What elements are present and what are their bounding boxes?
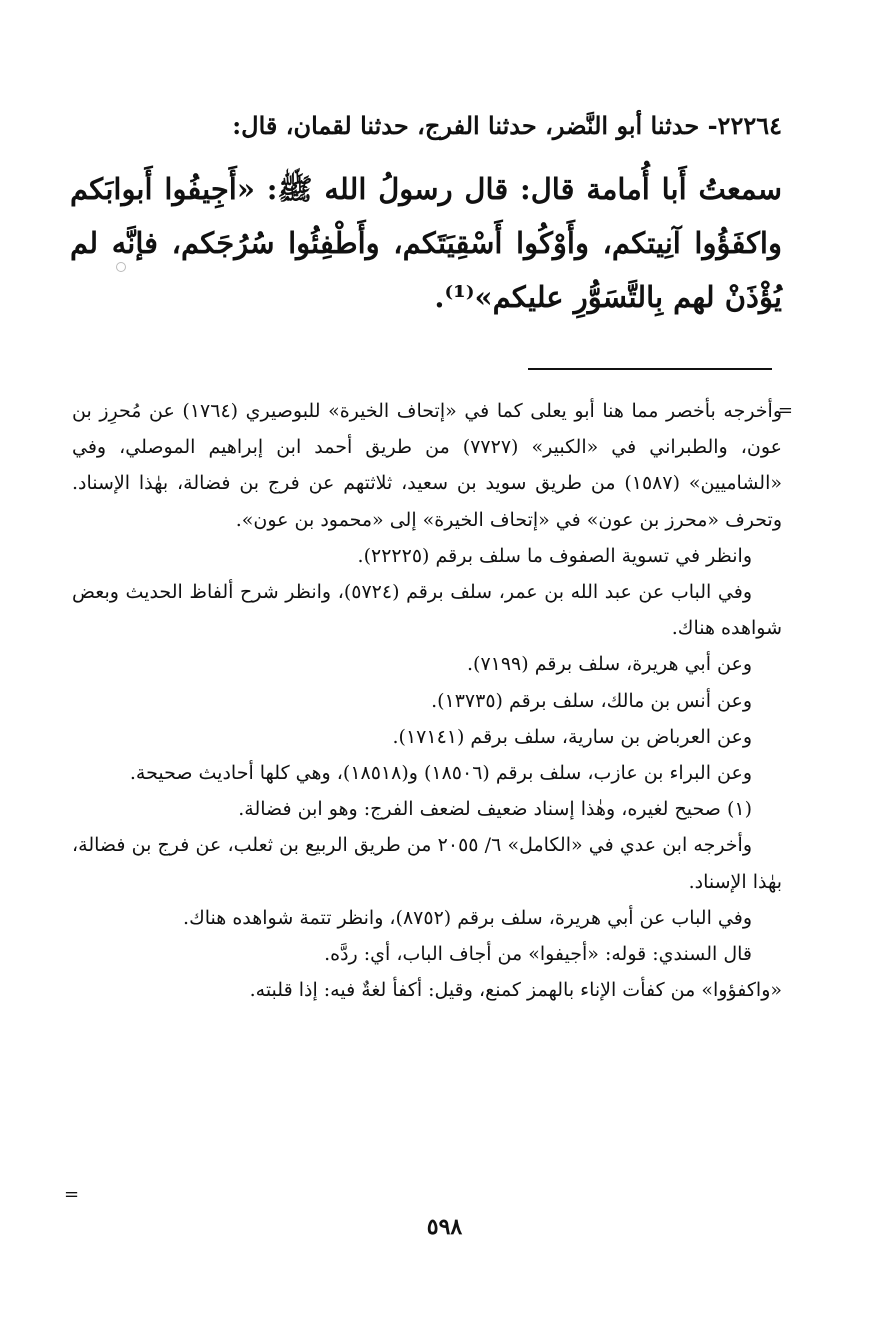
- footnote-paragraph: وعن البراء بن عازب، سلف برقم (١٨٥٠٦) و(١٨٥١٨)، وهي كلها أحاديث صحيحة.: [129, 762, 752, 785]
- hadith-text: سمعتُ أَبا أُمامة قال: قال رسولُ الله ﷺ: «أَجِيفُوا أَبوابَكم واكفَؤُوا آنِيتكم، وأَوْكُوا أَسْقِيَتَكم، وأَطْفِئُوا سُرُجَكم، فإنَّه لم يُؤْذَنْ لهم بِالتَّسَوُّرِ عليكم»⁽¹⁾.: [70, 172, 782, 314]
- footnote-paragraph: وعن أبي هريرة، سلف برقم (٧١٩٩).: [466, 653, 752, 676]
- footnotes: [72, 393, 782, 1008]
- footnote-paragraph: وعن أنس بن مالك، سلف برقم (١٣٧٣٥).: [431, 689, 752, 712]
- footnote-paragraph: وأخرجه بأخصر مما هنا أبو يعلى كما في «إتحاف الخيرة» للبوصيري (١٧٦٤) عن مُحرِز بن عون، والطبراني في «الكبير» (٧٧٢٧) من طريق أحمد ابن إبراهيم الموصلي، وفي «الشاميين» (١٥٨٧) من طريق سويد بن سعيد، ثلاثتهم عن فرج بن فضالة، بهٰذا الإسناد. وتحرف «محرز بن عون» في «إتحاف الخيرة» إلى «محمود بن عون».: [72, 400, 783, 531]
- footnote-paragraph: وانظر في تسوية الصفوف ما سلف برقم (٢٢٢٢٥).: [357, 544, 752, 567]
- footnote-paragraph: قال السندي: قوله: «أجيفوا» من أجاف الباب، أي: ردَّه.: [324, 943, 752, 966]
- footnote-paragraph: وفي الباب عن عبد الله بن عمر، سلف برقم (٥٧٢٤)، وانظر شرح ألفاظ الحديث وبعض شواهده هناك.: [72, 581, 782, 640]
- continuation-mark: =: [777, 400, 793, 421]
- footnote-paragraph: «واكفؤوا» من كفأت الإناء بالهمز كمنع، وقيل: أكفأ لغةٌ فيه: إذا قلبته.: [249, 979, 782, 1002]
- hadith-header: ٢٢٢٦٤- حدثنا أبو النَّضر، حدثنا الفرج، حدثنا لقمان، قال:: [232, 111, 782, 140]
- end-mark: =: [64, 1184, 80, 1205]
- scan-speck: [116, 262, 126, 272]
- footnote-paragraph: (١) صحيح لغيره، وهٰذا إسناد ضعيف لضعف الفرج: وهو ابن فضالة.: [238, 798, 752, 821]
- page-number: ٥٩٨: [426, 1214, 463, 1240]
- footnote-separator: [528, 368, 772, 370]
- footnote-paragraph: وأخرجه ابن عدي في «الكامل» ٦/ ٢٠٥٥ من طريق الربيع بن ثعلب، عن فرج بن فضالة، بهٰذا الإسناد.: [72, 834, 782, 893]
- footnote-paragraph: وفي الباب عن أبي هريرة، سلف برقم (٨٧٥٢)، وانظر تتمة شواهده هناك.: [183, 906, 752, 929]
- footnote-paragraph: وعن العرباض بن سارية، سلف برقم (١٧١٤١).: [392, 725, 752, 748]
